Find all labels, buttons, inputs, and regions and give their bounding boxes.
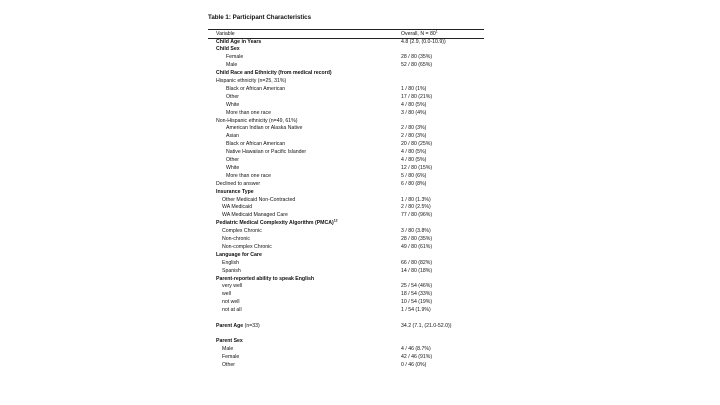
row-label-text: Parent Age	[216, 322, 244, 329]
row-label	[222, 298, 240, 306]
table-row	[0, 203, 720, 211]
table-row	[0, 132, 720, 140]
row-label	[226, 132, 239, 140]
row-value: 4 / 80 (5%)	[401, 157, 427, 163]
table-title: Table 1: Participant Characteristics	[208, 14, 312, 21]
row-label	[222, 235, 250, 243]
row-label-text: Spanish	[222, 267, 241, 274]
table-row	[0, 77, 720, 85]
row-label-text: Non-complex Chronic	[222, 243, 272, 250]
row-label-text: Hispanic ethnicity (n=25, 31%)	[216, 78, 287, 84]
row-value: 20 / 80 (25%)	[401, 141, 433, 148]
row-label	[216, 38, 261, 46]
row-label	[222, 203, 252, 211]
row-label-text: Child Race and Ethnicity (from medical record)	[216, 70, 332, 77]
table-row	[0, 148, 720, 156]
row-label-text: Black or African American	[226, 85, 286, 92]
row-label	[226, 140, 285, 148]
row-label-text: Female	[226, 54, 244, 61]
row-value: 42 / 46 (91%)	[401, 353, 433, 360]
row-label	[222, 259, 239, 267]
row-label	[222, 361, 235, 369]
table-row	[0, 164, 720, 172]
table-row	[0, 219, 720, 227]
row-value: 1 / 80 (1%)	[401, 85, 427, 92]
row-value: 12 / 80 (15%)	[401, 164, 433, 171]
row-label	[226, 164, 239, 172]
row-label	[226, 109, 271, 117]
row-value: 1 / 54 (1.9%)	[401, 307, 431, 314]
table-row	[0, 156, 720, 164]
row-label	[226, 156, 239, 164]
row-label-text: Other	[226, 93, 239, 100]
row-label-text: More than one race	[226, 172, 271, 179]
row-label	[222, 306, 242, 314]
row-label-text: Male	[222, 345, 234, 352]
row-label-text: Non-Hispanic ethnicity (n=49, 61%)	[216, 117, 298, 124]
row-value: 52 / 80 (65%)	[401, 62, 433, 69]
row-label-text: Other	[226, 157, 239, 163]
row-label-footnote: 12	[333, 218, 338, 223]
row-label-text: Language for Care	[216, 251, 262, 258]
row-label	[216, 77, 286, 85]
row-label	[222, 196, 295, 204]
row-label	[226, 148, 306, 156]
table-row	[0, 275, 720, 283]
row-label-text: White	[226, 164, 240, 171]
table-row	[0, 124, 720, 132]
table-row	[0, 298, 720, 306]
row-label-text: Female	[222, 353, 240, 360]
row-label	[226, 53, 243, 61]
row-label-text: Parent-reported ability to speak English	[216, 275, 315, 282]
table-row	[0, 227, 720, 235]
row-label	[222, 353, 239, 361]
table-row	[0, 337, 720, 345]
table-row	[0, 45, 720, 53]
row-value: 4 / 46 (8.7%)	[401, 345, 431, 352]
row-label-text: Pediatric Medical Complexity Algorithm (PMCA)	[216, 220, 334, 227]
table-row	[0, 243, 720, 251]
row-label-text: Non-chronic	[222, 236, 250, 242]
table-row	[0, 172, 720, 180]
row-label-text: White	[226, 101, 240, 108]
table-row	[0, 235, 720, 243]
row-value: 3 / 80 (4%)	[401, 109, 427, 116]
row-label-text: not well	[222, 299, 240, 306]
row-value: 10 / 54 (19%)	[401, 299, 433, 306]
row-label	[216, 322, 260, 330]
row-value: 77 / 80 (96%)	[401, 212, 433, 219]
row-label	[216, 275, 314, 283]
table-row	[0, 85, 720, 93]
table-row	[0, 345, 720, 353]
row-value: 3 / 80 (3.8%)	[401, 228, 431, 235]
row-value: 66 / 80 (82%)	[401, 259, 433, 266]
row-label	[216, 219, 338, 227]
table-row	[0, 353, 720, 361]
row-value: 2 / 80 (3%)	[401, 133, 427, 140]
table-row	[0, 267, 720, 275]
row-label	[222, 227, 262, 235]
row-value: 18 / 54 (33%)	[401, 291, 433, 298]
row-value: 28 / 80 (35%)	[401, 236, 433, 242]
row-value: 49 / 80 (61%)	[401, 243, 433, 250]
row-label	[222, 267, 241, 275]
row-label-text: Other Medicaid Non-Contracted	[222, 196, 296, 203]
table-row	[0, 140, 720, 148]
row-value: 4.8 (2.9, (0.0-10.9))	[401, 38, 446, 45]
table-row	[0, 69, 720, 77]
row-value: 2 / 80 (2.5%)	[401, 204, 431, 211]
row-label	[216, 180, 260, 188]
row-value: 4 / 80 (5%)	[401, 101, 427, 108]
row-value: 5 / 80 (6%)	[401, 172, 427, 179]
row-label-text: Insurance Type	[216, 188, 254, 195]
row-value: 17 / 80 (21%)	[401, 93, 433, 100]
row-value: 0 / 46 (0%)	[401, 361, 427, 368]
table-row	[0, 180, 720, 188]
row-label	[222, 243, 272, 251]
row-label	[216, 117, 297, 125]
table-row	[0, 93, 720, 101]
row-label	[226, 85, 285, 93]
row-label	[226, 61, 237, 69]
row-label	[216, 45, 240, 53]
table-row	[0, 61, 720, 69]
table-row	[0, 211, 720, 219]
row-value: 14 / 80 (18%)	[401, 267, 433, 274]
row-label-suffix: (n=33)	[243, 322, 260, 329]
row-label-text: WA Medicaid	[222, 204, 253, 211]
row-value: 28 / 80 (35%)	[401, 54, 433, 61]
row-value: 34.2 (7.1, (21.0-52.0))	[401, 322, 452, 329]
table-row	[0, 361, 720, 369]
row-value: 6 / 80 (8%)	[401, 180, 427, 187]
row-label-text: Parent Sex	[216, 337, 243, 344]
row-label-text: very well	[222, 283, 243, 290]
row-label	[222, 282, 242, 290]
row-label	[226, 172, 271, 180]
row-label	[222, 211, 288, 219]
table-row	[0, 188, 720, 196]
row-label-text: not at all	[222, 307, 242, 314]
row-label-text: Native Hawaiian or Pacific Islander	[226, 149, 307, 156]
table-row	[0, 322, 720, 330]
row-label-text: Asian	[226, 133, 239, 140]
table-row	[0, 306, 720, 314]
row-label-text: well	[222, 291, 231, 298]
table-row	[0, 259, 720, 267]
row-label	[216, 188, 254, 196]
row-label	[226, 93, 239, 101]
row-label-text: Black or African American	[226, 141, 286, 148]
header-overall-text: Overall, N = 80	[401, 31, 436, 37]
row-label-text: Child Age in Years	[216, 38, 262, 45]
row-label-text: American Indian or Alaska Native	[226, 125, 303, 132]
row-value: 4 / 80 (5%)	[401, 149, 427, 156]
row-label	[226, 124, 302, 132]
row-label	[216, 69, 332, 77]
table-row	[0, 196, 720, 204]
row-label	[222, 345, 233, 353]
header-overall-footnote: 1	[435, 29, 438, 34]
header-overall	[401, 31, 438, 37]
row-label	[216, 337, 243, 345]
table-row	[0, 290, 720, 298]
table-row	[0, 117, 720, 125]
row-label	[222, 290, 231, 298]
table-row	[0, 282, 720, 290]
row-label-text: More than one race	[226, 109, 271, 116]
row-label-text: Child Sex	[216, 46, 240, 53]
row-label-text: Male	[226, 62, 238, 69]
row-label-text: Declined to answer	[216, 180, 261, 187]
row-label-text: Complex Chronic	[222, 228, 262, 235]
row-label	[216, 251, 262, 259]
row-value: 2 / 80 (3%)	[401, 125, 427, 132]
table-row	[0, 38, 720, 46]
row-value: 25 / 54 (46%)	[401, 283, 433, 290]
table-row	[0, 251, 720, 259]
row-label-text: Other	[222, 361, 235, 368]
row-label-text: English	[222, 259, 240, 266]
table-row	[0, 53, 720, 61]
row-value: 1 / 80 (1.3%)	[401, 196, 431, 203]
table-row	[0, 101, 720, 109]
row-label-text: WA Medicaid Managed Care	[222, 212, 288, 219]
row-label	[226, 101, 239, 109]
table-row	[0, 109, 720, 117]
header-variable: Variable	[216, 31, 235, 37]
